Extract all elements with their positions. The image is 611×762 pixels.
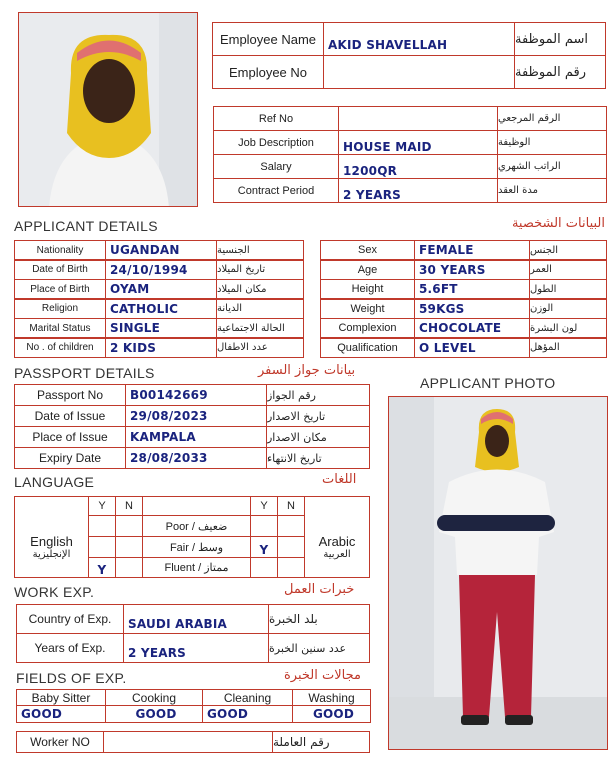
ar-fluent-n <box>277 557 305 578</box>
english-label <box>14 515 89 578</box>
applicant-left-label: Religion <box>14 299 106 319</box>
portrait-illustration <box>19 13 198 207</box>
level-fair: Fair / وسط <box>142 536 251 558</box>
applicant-right-value: CHOCOLATE <box>414 318 530 338</box>
arabic-label-ar: العربية <box>323 548 351 560</box>
applicant-right-value: 5.6FT <box>414 279 530 299</box>
passport-value: 29/08/2023 <box>125 405 267 427</box>
salary-ar: الراتب الشهري <box>497 154 607 179</box>
en-fluent-n <box>115 557 143 578</box>
applicant-right-ar: الجنس <box>529 240 607 260</box>
english-y-header: Y <box>88 496 116 516</box>
work-exp-title: WORK EXP. <box>14 584 95 600</box>
applicant-right-ar: لون البشرة <box>529 318 607 338</box>
passport-value: KAMPALA <box>125 426 267 448</box>
worker-no-ar: رقم العاملة <box>272 731 370 753</box>
full-body-illustration <box>389 397 608 750</box>
contract-period-value: 2 YEARS <box>338 178 498 203</box>
country-exp-ar: بلد الخبرة <box>268 604 370 634</box>
applicant-right-ar: المؤهل <box>529 338 607 358</box>
applicant-left-ar: مكان الميلاد <box>216 279 304 299</box>
country-exp-value: SAUDI ARABIA <box>123 604 269 634</box>
arabic-n-header: N <box>277 496 305 516</box>
applicant-left-value: OYAM <box>105 279 217 299</box>
language-title-ar: اللغات <box>322 472 357 487</box>
ar-poor-y <box>250 515 278 537</box>
field-exp-label: Baby Sitter <box>16 689 106 706</box>
salary-value: 1200QR <box>338 154 498 179</box>
applicant-right-ar: الوزن <box>529 299 607 319</box>
passport-label: Date of Issue <box>14 405 126 427</box>
applicant-left-label: Place of Birth <box>14 279 106 299</box>
applicant-portrait-photo <box>18 12 198 207</box>
en-fluent-y: Y <box>88 557 116 578</box>
en-poor-y <box>88 515 116 537</box>
job-description-value: HOUSE MAID <box>338 130 498 155</box>
salary-label: Salary <box>213 154 339 179</box>
en-fair-n <box>115 536 143 558</box>
language-title: LANGUAGE <box>14 474 95 490</box>
worker-no-label: Worker NO <box>16 731 104 753</box>
field-exp-label: Cleaning <box>202 689 293 706</box>
applicant-left-ar: الجنسية <box>216 240 304 260</box>
arabic-label-text: Arabic <box>318 533 356 549</box>
applicant-left-ar: تاريخ الميلاد <box>216 260 304 280</box>
level-header-blank <box>142 496 251 516</box>
worker-no-value <box>103 731 273 753</box>
applicant-left-value: SINGLE <box>105 318 217 338</box>
applicant-left-label: No . of children <box>14 338 106 358</box>
applicant-left-value: CATHOLIC <box>105 299 217 319</box>
applicant-full-photo <box>388 396 608 750</box>
level-fluent: Fluent / ممتاز <box>142 557 251 578</box>
ar-poor-n <box>277 515 305 537</box>
ref-no-label: Ref No <box>213 106 339 131</box>
job-description-ar: الوظيفة <box>497 130 607 155</box>
passport-label: Expiry Date <box>14 447 126 469</box>
applicant-left-value: 24/10/1994 <box>105 260 217 280</box>
applicant-photo-label: APPLICANT PHOTO <box>420 375 556 391</box>
applicant-right-ar: العمر <box>529 260 607 280</box>
passport-ar: رقم الجواز <box>266 384 370 406</box>
field-exp-value: GOOD <box>16 705 106 723</box>
passport-ar: تاريخ الانتهاء <box>266 447 370 469</box>
ar-fair-y: Y <box>250 536 278 558</box>
field-exp-value: GOOD <box>202 705 293 723</box>
work-exp-title-ar: خبرات العمل <box>284 582 355 597</box>
english-n-header: N <box>115 496 143 516</box>
field-exp-label: Cooking <box>105 689 203 706</box>
employee-no-value <box>323 55 515 89</box>
level-poor: Poor / ضعيف <box>142 515 251 537</box>
years-exp-value: 2 YEARS <box>123 633 269 663</box>
applicant-right-value: 30 YEARS <box>414 260 530 280</box>
applicant-right-label: Height <box>320 279 415 299</box>
employee-no-label: Employee No <box>212 55 324 89</box>
applicant-left-value: 2 KIDS <box>105 338 217 358</box>
applicant-right-label: Sex <box>320 240 415 260</box>
employee-name-ar: اسم الموظفة <box>514 22 606 56</box>
fields-exp-title: FIELDS OF EXP. <box>16 670 127 686</box>
applicant-left-label: Date of Birth <box>14 260 106 280</box>
passport-ar: مكان الاصدار <box>266 426 370 448</box>
contract-period-label: Contract Period <box>213 178 339 203</box>
job-description-label: Job Description <box>213 130 339 155</box>
en-poor-n <box>115 515 143 537</box>
passport-details-title: PASSPORT DETAILS <box>14 365 155 381</box>
applicant-right-label: Qualification <box>320 338 415 358</box>
applicant-left-label: Nationality <box>14 240 106 260</box>
field-exp-value: GOOD <box>105 705 203 723</box>
applicant-right-value: O LEVEL <box>414 338 530 358</box>
applicant-left-ar: الديانة <box>216 299 304 319</box>
passport-ar: تاريخ الاصدار <box>266 405 370 427</box>
applicant-left-value: UGANDAN <box>105 240 217 260</box>
field-exp-label: Washing <box>292 689 371 706</box>
contract-period-ar: مدة العقد <box>497 178 607 203</box>
employee-name-label: Employee Name <box>212 22 324 56</box>
arabic-y-header: Y <box>250 496 278 516</box>
applicant-right-value: FEMALE <box>414 240 530 260</box>
years-exp-label: Years of Exp. <box>16 633 124 663</box>
applicant-details-title-ar: البيانات الشخصية <box>511 216 605 231</box>
applicant-right-ar: الطول <box>529 279 607 299</box>
applicant-right-label: Complexion <box>320 318 415 338</box>
years-exp-ar: عدد سنين الخبرة <box>268 633 370 663</box>
fields-exp-title-ar: مجالات الخبرة <box>284 668 361 683</box>
passport-value: 28/08/2033 <box>125 447 267 469</box>
english-label-ar: الإنجليزية <box>32 548 71 560</box>
applicant-left-label: Marital Status <box>14 318 106 338</box>
field-exp-value: GOOD <box>292 705 371 723</box>
applicant-right-label: Age <box>320 260 415 280</box>
employee-name-value: AKID SHAVELLAH <box>323 22 515 56</box>
applicant-left-ar: عدد الاطفال <box>216 338 304 358</box>
ref-no-ar: الرقم المرجعي <box>497 106 607 131</box>
applicant-left-ar: الحالة الاجتماعية <box>216 318 304 338</box>
passport-details-title-ar: بيانات جواز السفر <box>258 363 356 378</box>
employee-no-ar: رقم الموظفة <box>514 55 606 89</box>
passport-label: Place of Issue <box>14 426 126 448</box>
country-exp-label: Country of Exp. <box>16 604 124 634</box>
arabic-label <box>304 515 370 578</box>
english-label-text: English <box>30 533 73 549</box>
applicant-right-value: 59KGS <box>414 299 530 319</box>
en-fair-y <box>88 536 116 558</box>
ar-fluent-y <box>250 557 278 578</box>
ref-no-value <box>338 106 498 131</box>
passport-label: Passport No <box>14 384 126 406</box>
passport-value: B00142669 <box>125 384 267 406</box>
ar-fair-n <box>277 536 305 558</box>
applicant-right-label: Weight <box>320 299 415 319</box>
applicant-details-title: APPLICANT DETAILS <box>14 218 158 234</box>
